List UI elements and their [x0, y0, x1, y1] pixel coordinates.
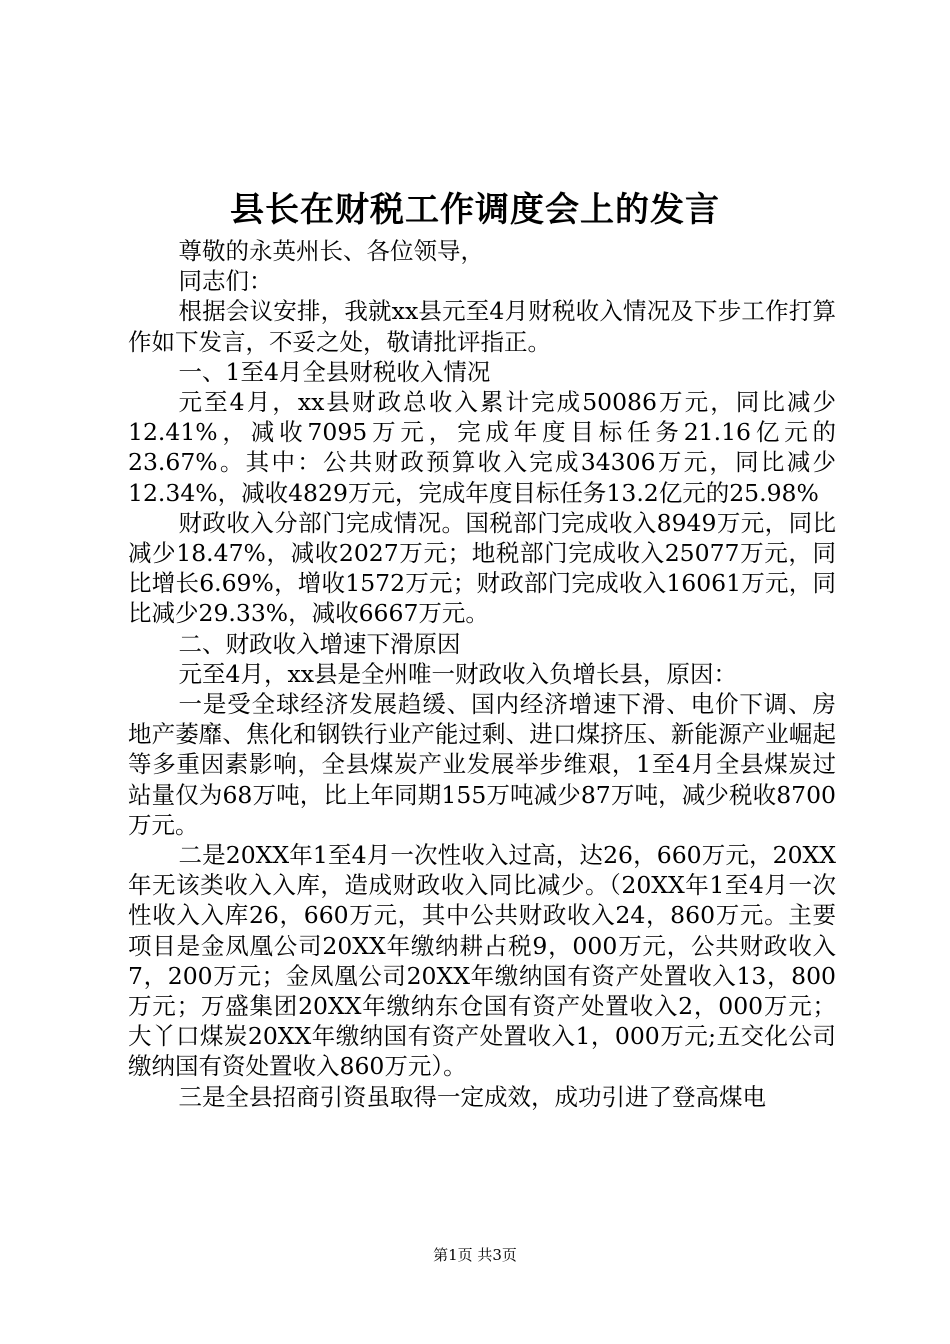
section-heading-2: 二、财政收入增速下滑原因 — [178, 629, 461, 658]
document-title: 县长在财税工作调度会上的发言 — [230, 190, 720, 230]
intro-paragraph: 根据会议安排，我就xx县元至4月财税收入情况及下步工作打算作如下发言，不妥之处，敬请批评指正。 — [128, 297, 836, 356]
reasons-intro-paragraph: 元至4月，xx县是全州唯一财政收入负增长县，原因： — [178, 659, 737, 688]
section-heading-1: 一、1至4月全县财税收入情况 — [178, 357, 491, 386]
page-number-footer: 第1页 共3页 — [433, 1246, 517, 1264]
reason-two-paragraph: 二是20XX年1至4月一次性收入过高，达26，660万元，20XX年无该类收入入库，造成财政收入同比减少。（20XX年1至4月一次性收入入库26，660万元，其中公共财政收入24，860万元。主要项目是金凤凰公司20XX年缴纳耕占税9，000万元，公共财政收入7，200万元；金凤凰公司20XX年缴纳国有资产处置收入13，800万元；万盛集团20XX年缴纳东仓国有资产处置收入2，000万元；大丫口煤炭20XX年缴纳国有资产处置收入1，000万元;五交化公司缴纳国有资处置收入860万元）。 — [128, 841, 836, 1081]
salutation-comrades-paragraph: 同志们： — [178, 267, 273, 296]
document-body — [128, 236, 836, 1112]
revenue-summary-paragraph: 元至4月，xx县财政总收入累计完成50086万元，同比减少12.41%，减收7095万元，完成年度目标任务21.16亿元的23.67%。其中：公共财政预算收入完成34306万元，同比减少12.34%，减收4829万元，完成年度目标任务13.2亿元的25.98% — [128, 388, 836, 507]
department-revenue-paragraph: 财政收入分部门完成情况。国税部门完成收入8949万元，同比减少18.47%，减收2027万元；地税部门完成收入25077万元，同比增长6.69%，增收1572万元；财政部门完成收入16061万元，同比减少29.33%，减收6667万元。 — [128, 508, 836, 628]
reason-three-paragraph: 三是全县招商引资虽取得一定成效，成功引进了登高煤电 — [178, 1082, 767, 1111]
salutation-paragraph: 尊敬的永英州长、各位领导， — [178, 237, 485, 265]
reason-one-paragraph: 一是受全球经济发展趋缓、国内经济增速下滑、电价下调、房地产萎靡、焦化和钢铁行业产能过剩、进口煤挤压、新能源产业崛起等多重因素影响，全县煤炭产业发展举步维艰，1至4月全县煤炭过站量仅为68万吨，比上年同期155万吨减少87万吨，减少税收8700万元。 — [128, 690, 836, 839]
